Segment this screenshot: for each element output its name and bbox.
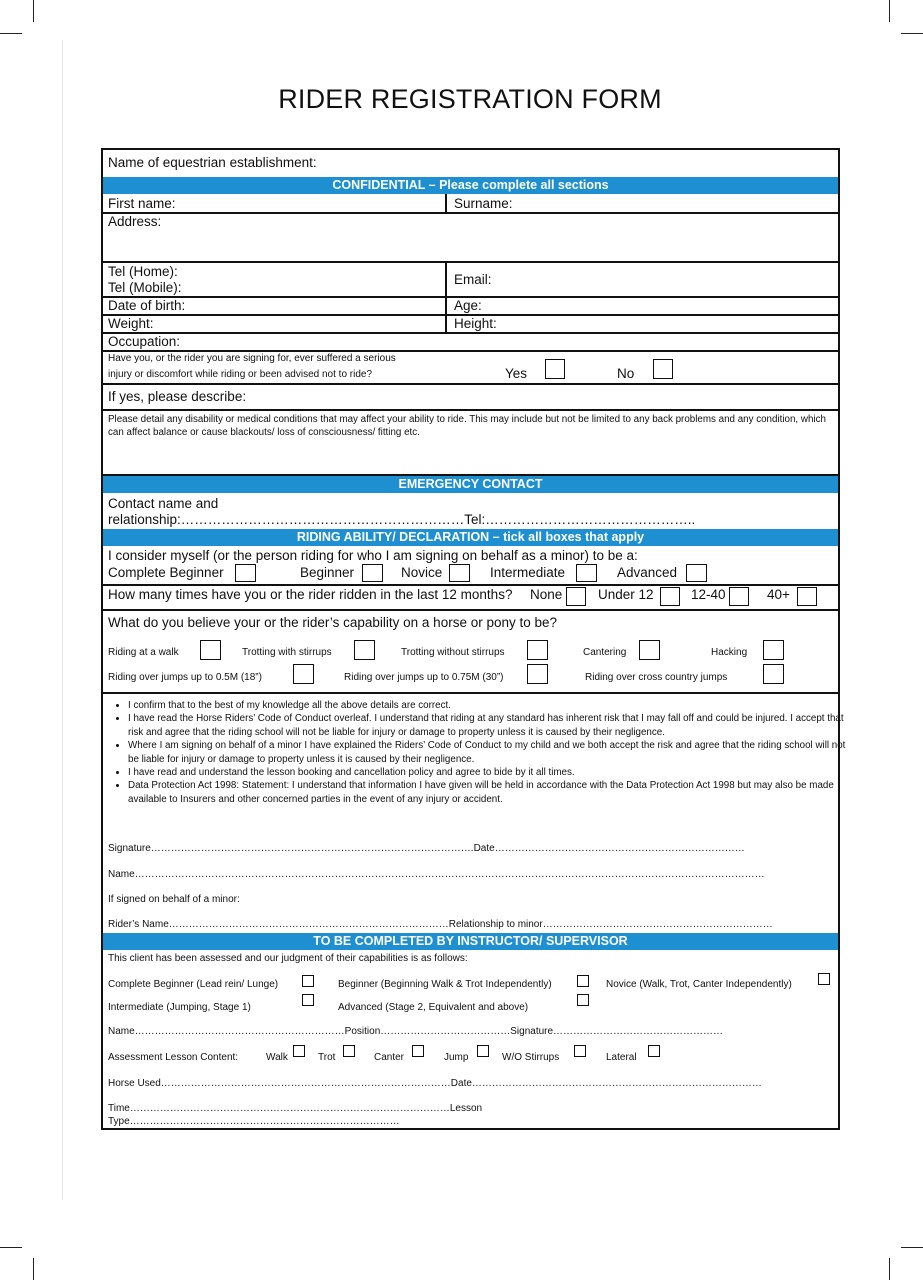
assess-canter-checkbox[interactable]: [412, 1045, 424, 1057]
if-yes-label: If yes, please describe:: [108, 389, 247, 404]
assess-trot-label: Trot: [318, 1052, 336, 1063]
complete-beginner-assess-checkbox[interactable]: [302, 975, 314, 987]
surname-label: Surname:: [454, 196, 513, 211]
form-title: RIDER REGISTRATION FORM: [278, 84, 662, 114]
cap-trot-stirrups-label: Trotting with stirrups: [242, 647, 332, 658]
crop-mark: [889, 0, 890, 22]
assessment-label: Assessment Lesson Content:: [108, 1052, 239, 1063]
divider: [101, 409, 840, 411]
emergency-band: EMERGENCY CONTACT: [103, 476, 838, 493]
level-complete-beginner-checkbox[interactable]: [235, 564, 256, 582]
cap-cross-country-label: Riding over cross country jumps: [585, 672, 728, 683]
cap-hacking-checkbox[interactable]: [763, 640, 784, 660]
advanced-assess-label: Advanced (Stage 2, Equivalent and above): [338, 1002, 529, 1013]
cap-hacking-label: Hacking: [711, 647, 748, 658]
level-advanced-checkbox[interactable]: [686, 564, 707, 582]
cap-walk-label: Riding at a walk: [108, 647, 179, 658]
contact-label-line1: Contact name and: [108, 496, 219, 511]
crop-mark: [33, 0, 34, 22]
divider: [101, 609, 840, 611]
establishment-label: Name of equestrian establishment:: [108, 155, 317, 170]
crop-mark: [889, 1258, 890, 1280]
declaration-item: • Data Protection Act 1998: Statement: I understand that information I have given will be held in accordance with the Data Protection Act 1998 but may also be made available to Insurers and other concerned parties in the event of any injury or accident.: [128, 779, 850, 806]
level-beginner-label: Beginner: [300, 565, 355, 580]
injury-question-line1: Have you, or the rider you are signing for, ever suffered a serious: [108, 353, 396, 364]
cap-trot-no-stirrups-label: Trotting without stirrups: [401, 647, 505, 658]
ridden-under-12-checkbox[interactable]: [660, 587, 680, 606]
column-divider: [445, 261, 447, 332]
age-label: Age:: [454, 298, 482, 313]
declaration-item: • Where I am signing on behalf of a minor I have explained the Riders’ Code of Conduct to my child and we both accept the risk and agree that the riding school will not be liable for injury or damage to property unless it is caused by their negligence.: [128, 739, 850, 766]
cap-canter-label: Cantering: [583, 647, 627, 658]
ridden-12-40-checkbox[interactable]: [729, 587, 749, 606]
declaration-item: • I have read the Horse Riders’ Code of Conduct overleaf. I understand that riding at any standard has inherent risk that I may fall off and could be injured. I accept that risk and agree that the riding school will not be liable for injury or damage to property unless it is caused by their negligence.: [128, 712, 850, 739]
injury-question-line2: injury or discomfort while riding or been advised not to ride?: [108, 369, 373, 380]
intermediate-assess-label: Intermediate (Jumping, Stage 1): [108, 1002, 251, 1013]
assess-walk-label: Walk: [266, 1052, 288, 1063]
ridden-12-40-label: 12-40: [691, 587, 726, 602]
novice-assess-label: Novice (Walk, Trot, Canter Independently): [606, 979, 792, 990]
novice-assess-checkbox[interactable]: [818, 973, 830, 985]
level-intermediate-checkbox[interactable]: [576, 564, 597, 582]
level-beginner-checkbox[interactable]: [362, 564, 383, 582]
level-novice-label: Novice: [401, 565, 443, 580]
ridden-40-plus-checkbox[interactable]: [797, 587, 817, 606]
divider: [101, 212, 840, 214]
divider: [101, 261, 840, 263]
assess-walk-checkbox[interactable]: [293, 1045, 305, 1057]
advanced-assess-checkbox[interactable]: [577, 994, 589, 1006]
cap-jumps-075-checkbox[interactable]: [527, 664, 548, 684]
contact-label-line2: relationship:………………………………………………………Tel:………………………………………..: [108, 512, 696, 527]
instructor-name-line[interactable]: Name………………………………………………………Position…………………………………Signature……………………………………………: [108, 1026, 724, 1037]
time-line[interactable]: Time……………………………………………………………………………………Lesson: [108, 1103, 483, 1114]
medical-note: Please detail any disability or medical conditions that may affect your ability to ride. This may include but not be limited to any back problems and any condition, which can affect balance or cause blackouts/ loss of consciousness/ fitting etc.: [108, 414, 826, 438]
crop-mark: [0, 1247, 22, 1248]
beginner-assess-checkbox[interactable]: [577, 975, 589, 987]
horse-used-line[interactable]: Horse Used……………………………………………………………………………Date……………………………………………………………………………: [108, 1078, 762, 1089]
cap-trot-stirrups-checkbox[interactable]: [354, 640, 375, 660]
address-label: Address:: [108, 214, 162, 229]
level-novice-checkbox[interactable]: [449, 564, 470, 582]
declaration-list: [108, 699, 850, 806]
assess-canter-label: Canter: [374, 1052, 405, 1063]
weight-label: Weight:: [108, 316, 154, 331]
crop-mark: [901, 1247, 923, 1248]
assess-lateral-checkbox[interactable]: [648, 1045, 660, 1057]
tel-mobile-label: Tel (Mobile):: [108, 280, 182, 295]
divider: [101, 584, 840, 586]
cap-canter-checkbox[interactable]: [639, 640, 660, 660]
assess-wo-stirrups-label: W/O Stirrups: [502, 1052, 560, 1063]
assessed-label: This client has been assessed and our judgment of their capabilities is as follows:: [108, 953, 468, 964]
assess-jump-label: Jump: [444, 1052, 469, 1063]
cap-jumps-05-checkbox[interactable]: [293, 664, 314, 684]
name-line[interactable]: Name………………………………………………………………………………………………………………………………………………………………………: [108, 869, 765, 880]
cap-cross-country-checkbox[interactable]: [763, 664, 784, 684]
ridden-question: How many times have you or the rider ridden in the last 12 months?: [108, 587, 513, 602]
ridden-none-label: None: [530, 587, 563, 602]
column-divider: [445, 194, 447, 212]
ridden-under-12-label: Under 12: [598, 587, 654, 602]
cap-jumps-05-label: Riding over jumps up to 0.5M (18”): [108, 672, 262, 683]
type-line[interactable]: Type………………………………………………………………………: [108, 1116, 400, 1127]
assess-wo-stirrups-checkbox[interactable]: [574, 1045, 586, 1057]
ridden-40-plus-label: 40+: [767, 587, 790, 602]
occupation-label: Occupation:: [108, 334, 181, 349]
yes-checkbox[interactable]: [545, 359, 565, 379]
cap-trot-no-stirrups-checkbox[interactable]: [527, 640, 548, 660]
signature-line[interactable]: Signature…………………………………………………………………………………….Date…………………………………………………………………: [108, 843, 745, 854]
divider: [101, 332, 840, 334]
yes-label: Yes: [505, 366, 528, 381]
divider: [101, 350, 840, 352]
crop-mark: [901, 33, 923, 34]
assess-trot-checkbox[interactable]: [343, 1045, 355, 1057]
ability-band: RIDING ABILITY/ DECLARATION – tick all boxes that apply: [103, 529, 838, 546]
page-edge: [62, 40, 63, 1200]
beginner-assess-label: Beginner (Beginning Walk & Trot Independently): [338, 979, 552, 990]
email-label: Email:: [454, 272, 492, 287]
divider: [101, 692, 840, 694]
level-advanced-label: Advanced: [617, 565, 678, 580]
crop-mark: [33, 1258, 34, 1280]
instructor-band: TO BE COMPLETED BY INSTRUCTOR/ SUPERVISOR: [103, 933, 838, 950]
crop-mark: [0, 33, 22, 34]
minor-label: If signed on behalf of a minor:: [108, 894, 240, 905]
divider: [101, 383, 840, 385]
assess-jump-checkbox[interactable]: [477, 1045, 489, 1057]
complete-beginner-assess-label: Complete Beginner (Lead rein/ Lunge): [108, 979, 279, 990]
height-label: Height:: [454, 316, 497, 331]
ridden-none-checkbox[interactable]: [566, 587, 586, 606]
declaration-item: • I have read and understand the lesson booking and cancellation policy and agree to bide by it all times.: [128, 766, 850, 779]
dob-label: Date of birth:: [108, 298, 186, 313]
rider-name-line[interactable]: Rider’s Name…………………………………………………………………………Relationship to minor……………………………………………………………: [108, 919, 773, 930]
consider-label: I consider myself (or the person riding for who I am signing on behalf as a minor) to be a:: [108, 548, 638, 563]
intermediate-assess-checkbox[interactable]: [302, 994, 314, 1006]
level-intermediate-label: Intermediate: [490, 565, 566, 580]
confidential-band: CONFIDENTIAL – Please complete all sections: [103, 177, 838, 194]
declaration-item: • I confirm that to the best of my knowledge all the above details are correct.: [128, 699, 850, 712]
assess-lateral-label: Lateral: [606, 1052, 637, 1063]
cap-walk-checkbox[interactable]: [200, 640, 221, 660]
no-label: No: [617, 366, 635, 381]
no-checkbox[interactable]: [653, 359, 673, 379]
capability-question: What do you believe your or the rider’s capability on a horse or pony to be?: [108, 615, 558, 630]
first-name-label: First name:: [108, 196, 176, 211]
cap-jumps-075-label: Riding over jumps up to 0.75M (30”): [344, 672, 504, 683]
tel-home-label: Tel (Home):: [108, 264, 178, 279]
level-complete-beginner-label: Complete Beginner: [108, 565, 224, 580]
